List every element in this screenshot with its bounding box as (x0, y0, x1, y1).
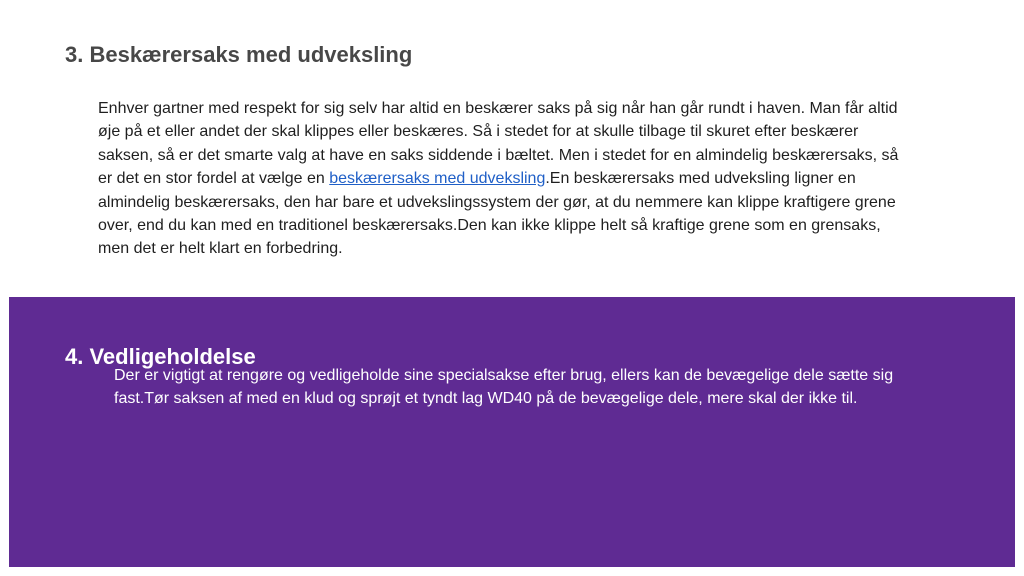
section-3-text-before-link: Enhver gartner med respekt for sig selv har altid en beskærer saks på sig når han går rundt i haven. Man får altid øje på et eller andet der skal klippes eller beskæres. Så i stedet for at skulle tilbage til skuret efter beskærer saksen, så er det smarte valg at have en saks siddende i bæltet. Men i stedet for en almindelig beskærersaks, så er det en stor fordel at vælge en (98, 100, 899, 188)
section-3-text-after-link: .En beskærersaks med udveksling ligner en almindelig beskærersaks, den har bare et udvekslingssystem der gør, at du nemmere kan klippe kraftigere grene over, end du kan med en traditionel beskærersaks.Den kan ikke klippe helt så kraftige grene som en grensaks, men det er helt klart en forbedring. (98, 170, 896, 258)
section-4-background-band (9, 297, 1015, 567)
beskaerersaks-link[interactable]: beskærersaks med udveksling (329, 170, 546, 188)
section-3-paragraph (98, 97, 913, 261)
section-4-heading: 4. Vedligeholdelse (65, 344, 256, 369)
section-3-heading: 3. Beskærersaks med udveksling (65, 42, 413, 67)
section-4-paragraph: Der er vigtigt at rengøre og vedligeholde sine specialsakse efter brug, ellers kan de bevægelige dele sætte sig fast.Tør saksen af med en klud og sprøjt et tyndt lag WD40 på de bevægelige dele, mere skal der ikke til. (114, 367, 894, 408)
